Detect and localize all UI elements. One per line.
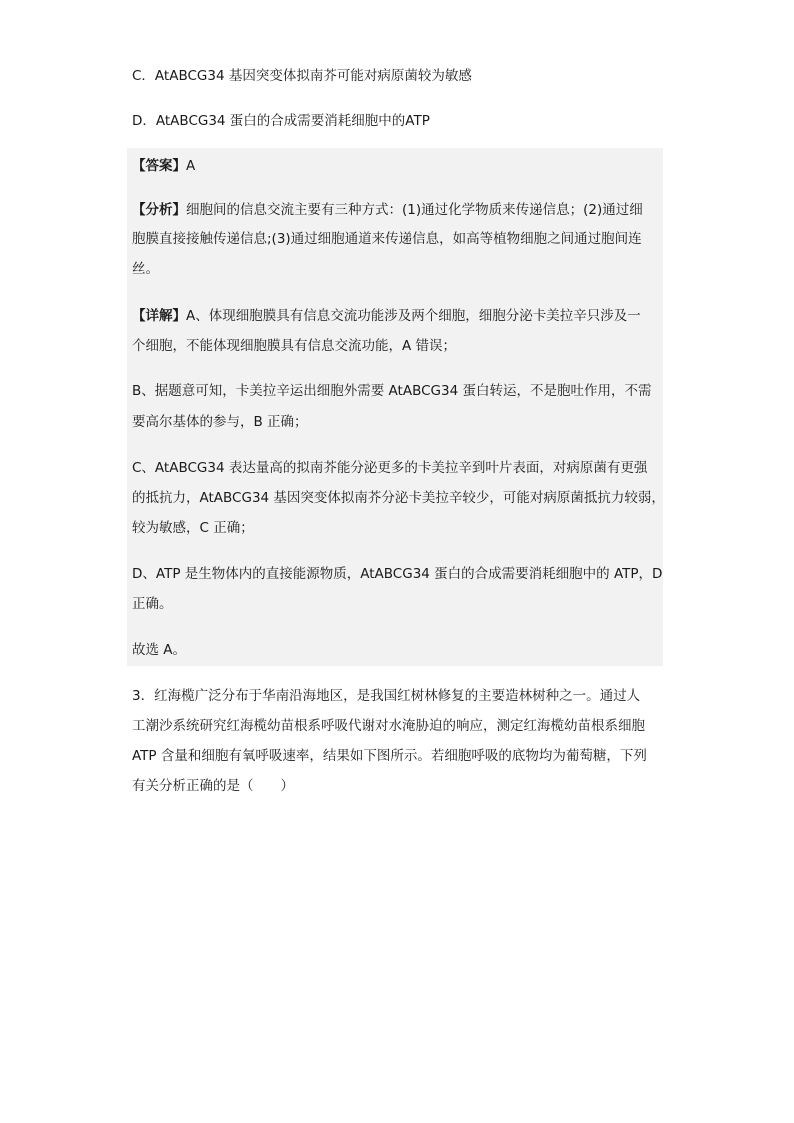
answer-value: A bbox=[186, 158, 196, 174]
answer-line bbox=[132, 156, 195, 176]
detail-line-1 bbox=[132, 306, 641, 326]
detail-label: 【详解】 bbox=[132, 308, 186, 324]
analysis-line-2: 胞膜直接接触传递信息;(3)通过细胞通道来传递信息，如高等植物细胞之间通过胞间连 bbox=[132, 231, 642, 247]
question3-line-3: ATP 含量和细胞有氧呼吸速率，结果如下图所示。若细胞呼吸的底物均为葡萄糖，下列 bbox=[132, 748, 647, 764]
question3-line-2: 工潮沙系统研究红海榄幼苗根系呼吸代谢对水淹胁迫的响应，测定红海榄幼苗根系细胞 bbox=[132, 718, 645, 734]
analysis-line-1 bbox=[132, 200, 643, 220]
detail-line-4: 要高尔基体的参与，B 正确； bbox=[132, 414, 308, 430]
question3-line-4: 有关分析正确的是（ ） bbox=[132, 778, 294, 794]
answer-label: 【答案】 bbox=[132, 158, 186, 174]
option-c: C．AtABCG34 基因突变体拟南芥可能对病原菌较为敏感 bbox=[132, 68, 472, 84]
detail-line-6: 的抵抗力，AtABCG34 基因突变体拟南芥分泌卡美拉辛较少，可能对病原菌抵抗力较弱， bbox=[132, 490, 665, 506]
detail-line-2: 个细胞，不能体现细胞膜具有信息交流功能，A 错误； bbox=[132, 338, 457, 354]
detail-text-1: A、体现细胞膜具有信息交流功能涉及两个细胞，细胞分泌卡美拉辛只涉及一 bbox=[186, 308, 641, 324]
option-d: D．AtABCG34 蛋白的合成需要消耗细胞中的ATP bbox=[132, 113, 430, 129]
analysis-label: 【分析】 bbox=[132, 202, 186, 218]
question3-line-1: 3．红海榄广泛分布于华南沿海地区，是我国红树林修复的主要造林树种之一。通过人 bbox=[132, 688, 641, 704]
detail-line-5: C、AtABCG34 表达量高的拟南芥能分泌更多的卡美拉辛到叶片表面，对病原菌有更强 bbox=[132, 460, 648, 476]
detail-line-7: 较为敏感，C 正确； bbox=[132, 520, 254, 536]
analysis-line-3: 丝。 bbox=[132, 261, 159, 277]
detail-line-10: 故选 A。 bbox=[132, 642, 187, 658]
analysis-text-1: 细胞间的信息交流主要有三种方式：(1)通过化学物质来传递信息；(2)通过细 bbox=[186, 202, 643, 218]
detail-line-3: B、据题意可知，卡美拉辛运出细胞外需要 AtABCG34 蛋白转运，不是胞吐作用，不需 bbox=[132, 383, 652, 399]
detail-line-9: 正确。 bbox=[132, 596, 173, 612]
answer-explanation-block bbox=[127, 148, 663, 666]
detail-line-8: D、ATP 是生物体内的直接能源物质，AtABCG34 蛋白的合成需要消耗细胞中的 ATP，D bbox=[132, 566, 663, 582]
